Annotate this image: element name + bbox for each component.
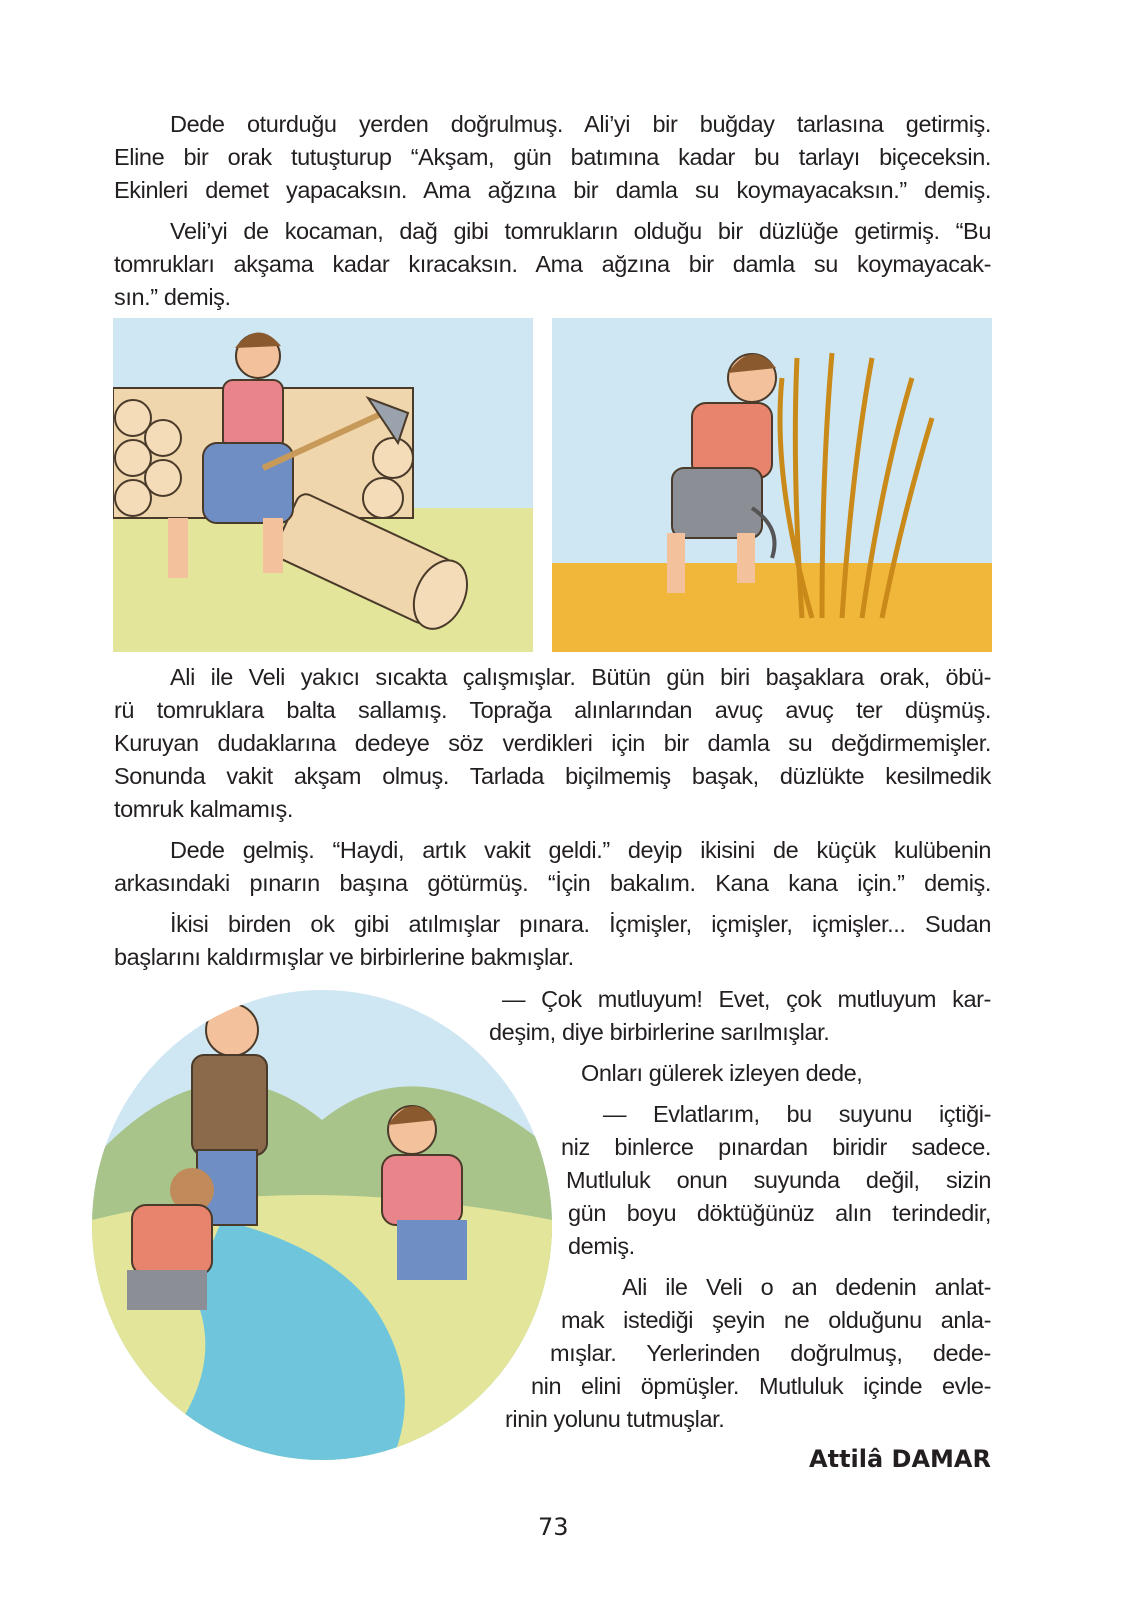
text-line: nin elini öpmüşler. Mutluluk içinde evle- bbox=[531, 1373, 991, 1399]
text-line: niz binlerce pınardan biridir sadece. bbox=[561, 1134, 991, 1160]
text-line: Dede gelmiş. “Haydi, artık vakit geldi.” deyip ikisini de küçük kulübenin bbox=[170, 837, 991, 863]
text-line: arkasındaki pınarın başına götürmüş. “İçin bakalım. Kana kana için.” demiş. bbox=[114, 870, 991, 896]
text-line: Kuruyan dudaklarına dedeye söz verdikleri için bir damla su değdirmemişler. bbox=[114, 730, 991, 756]
text-line: Ekinleri demet yapacaksın. Ama ağzına bir damla su koymayacaksın.” demiş. bbox=[114, 177, 991, 203]
text-line: gün boyu döktüğünüz alın terindedir, bbox=[568, 1200, 991, 1226]
text-line: Onları gülerek izleyen dede, bbox=[581, 1060, 863, 1086]
text-line: demiş. bbox=[568, 1233, 635, 1259]
text-line: Eline bir orak tutuşturup “Akşam, gün batımına kadar bu tarlayı biçeceksin. bbox=[114, 144, 991, 170]
text-line: Dede oturduğu yerden doğrulmuş. Ali’yi bir buğday tarlasına getirmiş. bbox=[170, 111, 991, 137]
text-line: Veli’yi de kocaman, dağ gibi tomrukların olduğu bir düzlüğe getirmiş. “Bu bbox=[170, 218, 991, 244]
illustration-woodcutter bbox=[113, 318, 533, 652]
text-line: tomruk kalmamış. bbox=[114, 796, 294, 822]
text-line: başlarını kaldırmışlar ve birbirlerine bakmışlar. bbox=[114, 944, 574, 970]
text-line: deşim, diye birbirlerine sarılmışlar. bbox=[489, 1019, 830, 1045]
text-line: Ali ile Veli o an dedenin anlat- bbox=[622, 1274, 991, 1300]
text-line: mak istediği şeyin ne olduğunu anla- bbox=[561, 1307, 991, 1333]
text-line: sın.” demiş. bbox=[114, 284, 231, 310]
text-line: rinin yolunu tutmuşlar. bbox=[505, 1406, 725, 1432]
text-line: Sonunda vakit akşam olmuş. Tarlada biçilmemiş başak, düzlükte kesilmedik bbox=[114, 763, 991, 789]
illustration-spring bbox=[92, 990, 552, 1460]
illustration-reaper bbox=[552, 318, 992, 652]
text-line: Mutluluk onun suyunda değil, sizin bbox=[566, 1167, 991, 1193]
text-line: tomrukları akşama kadar kıracaksın. Ama ağzına bir damla su koymayacak- bbox=[114, 251, 991, 277]
author-name: Attilâ DAMAR bbox=[809, 1445, 991, 1473]
text-line: — Çok mutluyum! Evet, çok mutluyum kar- bbox=[502, 986, 991, 1012]
text-line: İkisi birden ok gibi atılmışlar pınara. İçmişler, içmişler, içmişler... Sudan bbox=[170, 911, 991, 937]
text-line: — Evlatlarım, bu suyunu içtiği- bbox=[603, 1101, 991, 1127]
text-line: Ali ile Veli yakıcı sıcakta çalışmışlar. Bütün gün biri başaklara orak, öbü- bbox=[170, 664, 991, 690]
page-number: 73 bbox=[538, 1513, 569, 1541]
text-line: mışlar. Yerlerinden doğrulmuş, dede- bbox=[550, 1340, 991, 1366]
text-line: rü tomruklara balta sallamış. Toprağa alınlarından avuç avuç ter düşmüş. bbox=[114, 697, 991, 723]
